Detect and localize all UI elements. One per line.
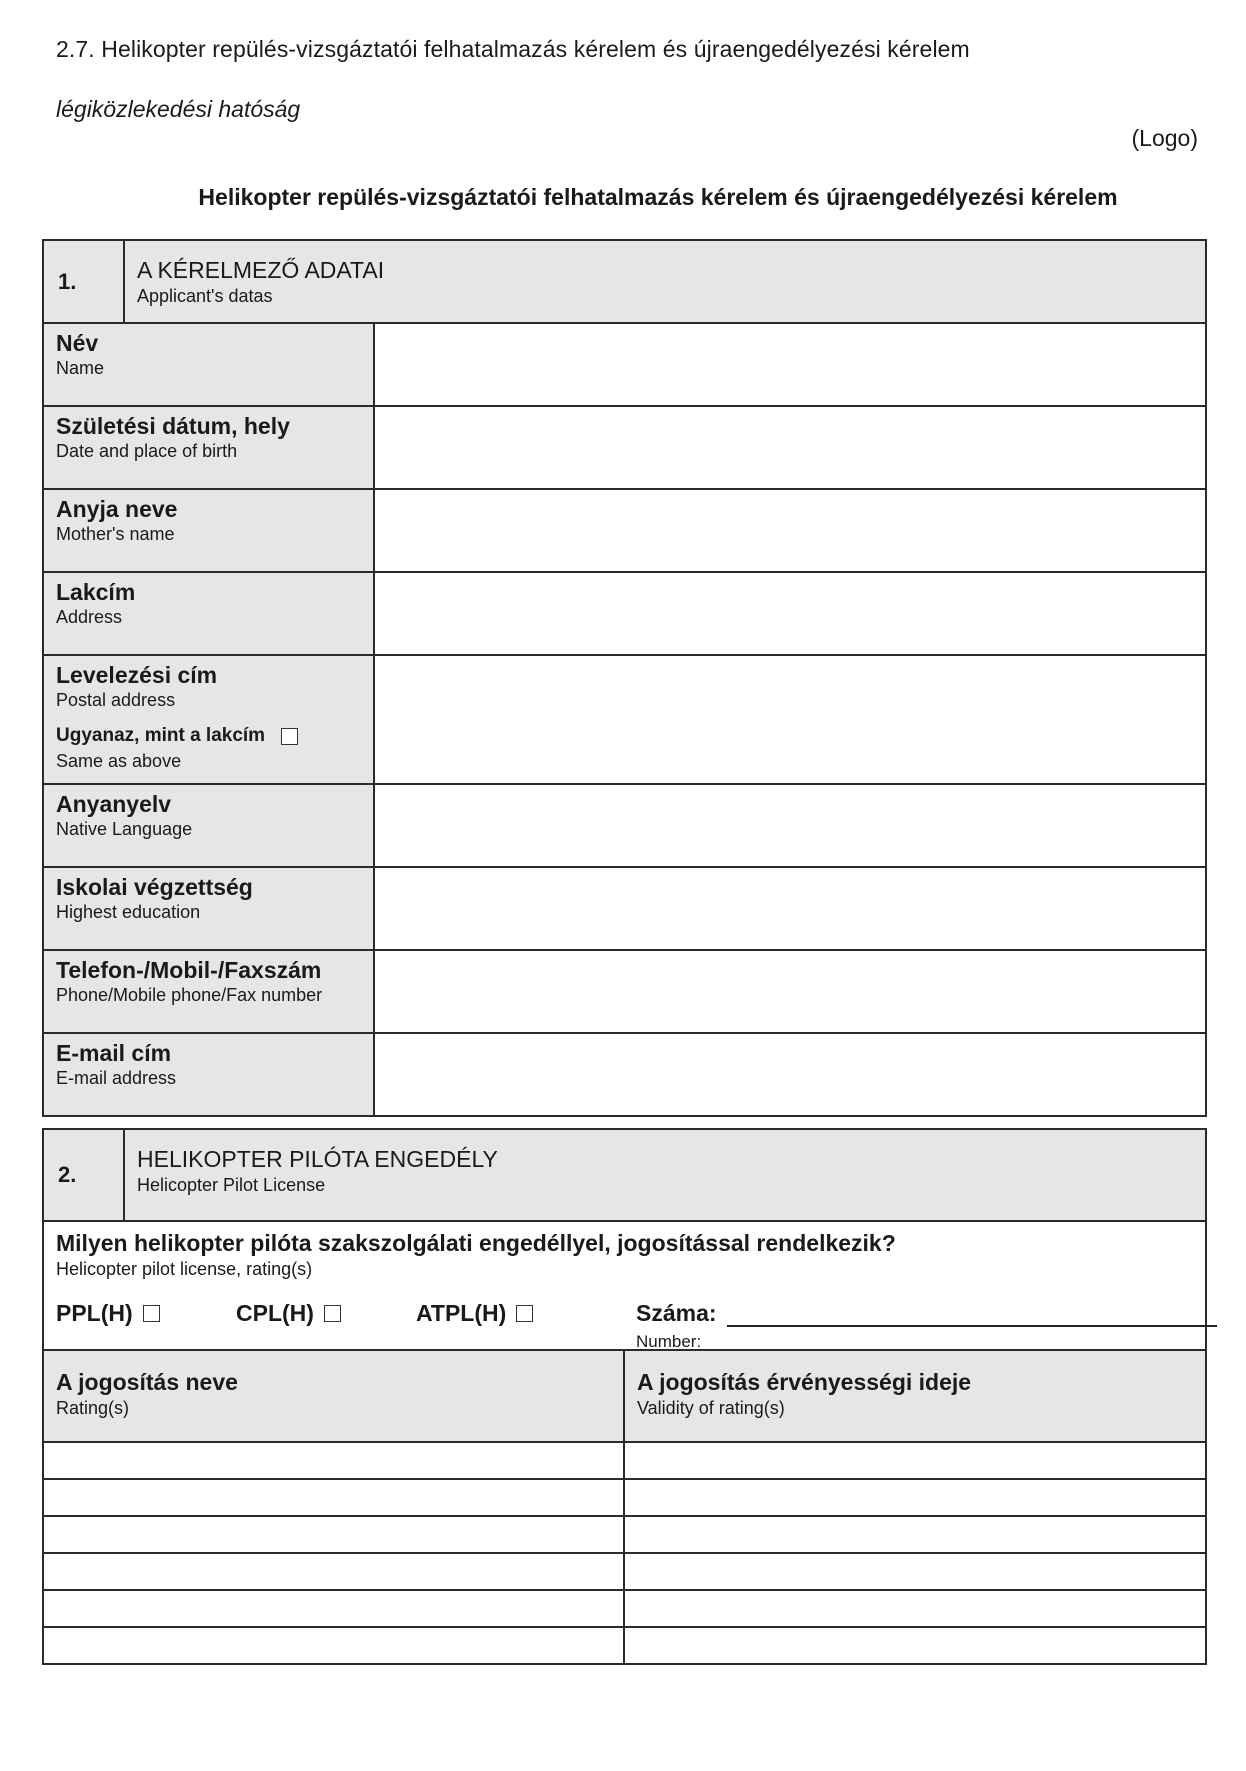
field-label-hu: Telefon-/Mobil-/Faxszám (56, 957, 322, 983)
field-label-hu: Születési dátum, hely (56, 413, 290, 439)
field-label-postal (43, 655, 374, 784)
section2-title-hu: HELIKOPTER PILÓTA ENGEDÉLY (137, 1146, 498, 1172)
field-label-name (43, 323, 374, 406)
section1-header (43, 240, 1206, 323)
section2-number: 2. (43, 1129, 124, 1221)
validity-cell[interactable] (624, 1516, 1206, 1553)
field-row-birth (43, 406, 1206, 489)
field-label-address (43, 572, 374, 655)
section2-title-en: Helicopter Pilot License (137, 1175, 326, 1195)
education-input-cell[interactable] (374, 867, 1206, 950)
field-row-education (43, 867, 1206, 950)
rating-header-row (43, 1350, 1206, 1442)
validity-cell[interactable] (624, 1442, 1206, 1479)
validity-column-en: Validity of rating(s) (637, 1398, 785, 1418)
section2-header (43, 1129, 1206, 1221)
license-question-cell (43, 1221, 1206, 1350)
field-label-en: Mother's name (56, 524, 175, 544)
section1-title (124, 240, 1206, 323)
section1-title-hu: A KÉRELMEZŐ ADATAI (137, 257, 385, 283)
field-label-en: Date and place of birth (56, 441, 238, 461)
atpl-checkbox[interactable] (516, 1305, 533, 1322)
field-label-hu: E-mail cím (56, 1040, 172, 1066)
license-options (44, 1286, 1205, 1351)
rating-column-header (43, 1350, 624, 1442)
name-input-cell[interactable] (374, 323, 1206, 406)
field-label-language (43, 784, 374, 867)
field-label-birth (43, 406, 374, 489)
field-label-email (43, 1033, 374, 1116)
field-label-hu: Név (56, 330, 99, 356)
section1-table (42, 239, 1207, 1117)
field-row-mother (43, 489, 1206, 572)
field-label-en: Postal address (56, 690, 176, 710)
validity-column-header (624, 1350, 1206, 1442)
rating-row (43, 1442, 1206, 1479)
email-input-cell[interactable] (374, 1033, 1206, 1116)
rating-cell[interactable] (43, 1553, 624, 1590)
mother-name-input-cell[interactable] (374, 489, 1206, 572)
section1-title-en: Applicant's datas (137, 286, 273, 306)
license-option-atpl (416, 1300, 533, 1327)
field-row-postal (43, 655, 1206, 784)
license-number-label: Száma: (636, 1300, 717, 1326)
license-number-field[interactable] (727, 1325, 1217, 1327)
field-label-hu: Anyanyelv (56, 791, 172, 817)
section1-number: 1. (43, 240, 124, 323)
authority-name: légiközlekedési hatóság (56, 96, 301, 122)
field-label-en: Phone/Mobile phone/Fax number (56, 985, 323, 1005)
rating-column-en: Rating(s) (56, 1398, 130, 1418)
same-as-address-checkbox[interactable] (281, 728, 298, 745)
rating-cell[interactable] (43, 1516, 624, 1553)
phone-input-cell[interactable] (374, 950, 1206, 1033)
rating-cell[interactable] (43, 1590, 624, 1627)
same-as-address-label: Ugyanaz, mint a lakcím (56, 725, 266, 746)
field-label-en: Highest education (56, 902, 201, 922)
field-label-en: Name (56, 358, 105, 378)
section2-table (42, 1128, 1207, 1665)
rating-row (43, 1479, 1206, 1516)
rating-row (43, 1590, 1206, 1627)
field-label-hu: Levelezési cím (56, 662, 218, 688)
rating-cell[interactable] (43, 1479, 624, 1516)
license-number-label-en: Number: (636, 1332, 702, 1351)
license-question-en: Helicopter pilot license, rating(s) (56, 1259, 313, 1279)
field-label-hu: Anyja neve (56, 496, 178, 522)
field-row-name (43, 323, 1206, 406)
birth-input-cell[interactable] (374, 406, 1206, 489)
license-option-ppl (56, 1300, 160, 1327)
logo-placeholder: (Logo) (1131, 125, 1198, 151)
rating-row (43, 1516, 1206, 1553)
postal-address-input-cell[interactable] (374, 655, 1206, 784)
same-as-address-label-en: Same as above (56, 751, 182, 771)
language-input-cell[interactable] (374, 784, 1206, 867)
field-label-en: Address (56, 607, 123, 627)
document-heading: 2.7. Helikopter repülés-vizsgáztatói felhatalmazás kérelem és újraengedélyezési kérelem (56, 36, 970, 62)
field-row-email (43, 1033, 1206, 1116)
field-label-phone (43, 950, 374, 1033)
validity-cell[interactable] (624, 1627, 1206, 1664)
ppl-checkbox[interactable] (143, 1305, 160, 1322)
field-row-language (43, 784, 1206, 867)
rating-cell[interactable] (43, 1442, 624, 1479)
field-label-mother (43, 489, 374, 572)
validity-cell[interactable] (624, 1553, 1206, 1590)
rating-cell[interactable] (43, 1627, 624, 1664)
validity-cell[interactable] (624, 1590, 1206, 1627)
license-option-cpl (236, 1300, 341, 1327)
field-label-en: E-mail address (56, 1068, 177, 1088)
license-question-hu: Milyen helikopter pilóta szakszolgálati engedéllyel, jogosítással rendelkezik? (56, 1230, 896, 1256)
rating-row (43, 1553, 1206, 1590)
field-row-address (43, 572, 1206, 655)
field-row-phone (43, 950, 1206, 1033)
address-input-cell[interactable] (374, 572, 1206, 655)
validity-cell[interactable] (624, 1479, 1206, 1516)
rating-column-hu: A jogosítás neve (56, 1369, 238, 1395)
rating-row (43, 1627, 1206, 1664)
field-label-education (43, 867, 374, 950)
license-label-ppl: PPL(H) (56, 1300, 133, 1326)
license-question-row (43, 1221, 1206, 1350)
field-label-hu: Lakcím (56, 579, 136, 605)
field-label-en: Native Language (56, 819, 193, 839)
cpl-checkbox[interactable] (324, 1305, 341, 1322)
same-as-address-option (56, 725, 361, 747)
validity-column-hu: A jogosítás érvényességi ideje (637, 1369, 972, 1395)
section2-title (124, 1129, 1206, 1221)
field-label-hu: Iskolai végzettség (56, 874, 253, 900)
license-label-cpl: CPL(H) (236, 1300, 314, 1326)
license-label-atpl: ATPL(H) (416, 1300, 507, 1326)
form-title: Helikopter repülés-vizsgáztatói felhatalmazás kérelem és újraengedélyezési kérelem (198, 184, 1118, 210)
